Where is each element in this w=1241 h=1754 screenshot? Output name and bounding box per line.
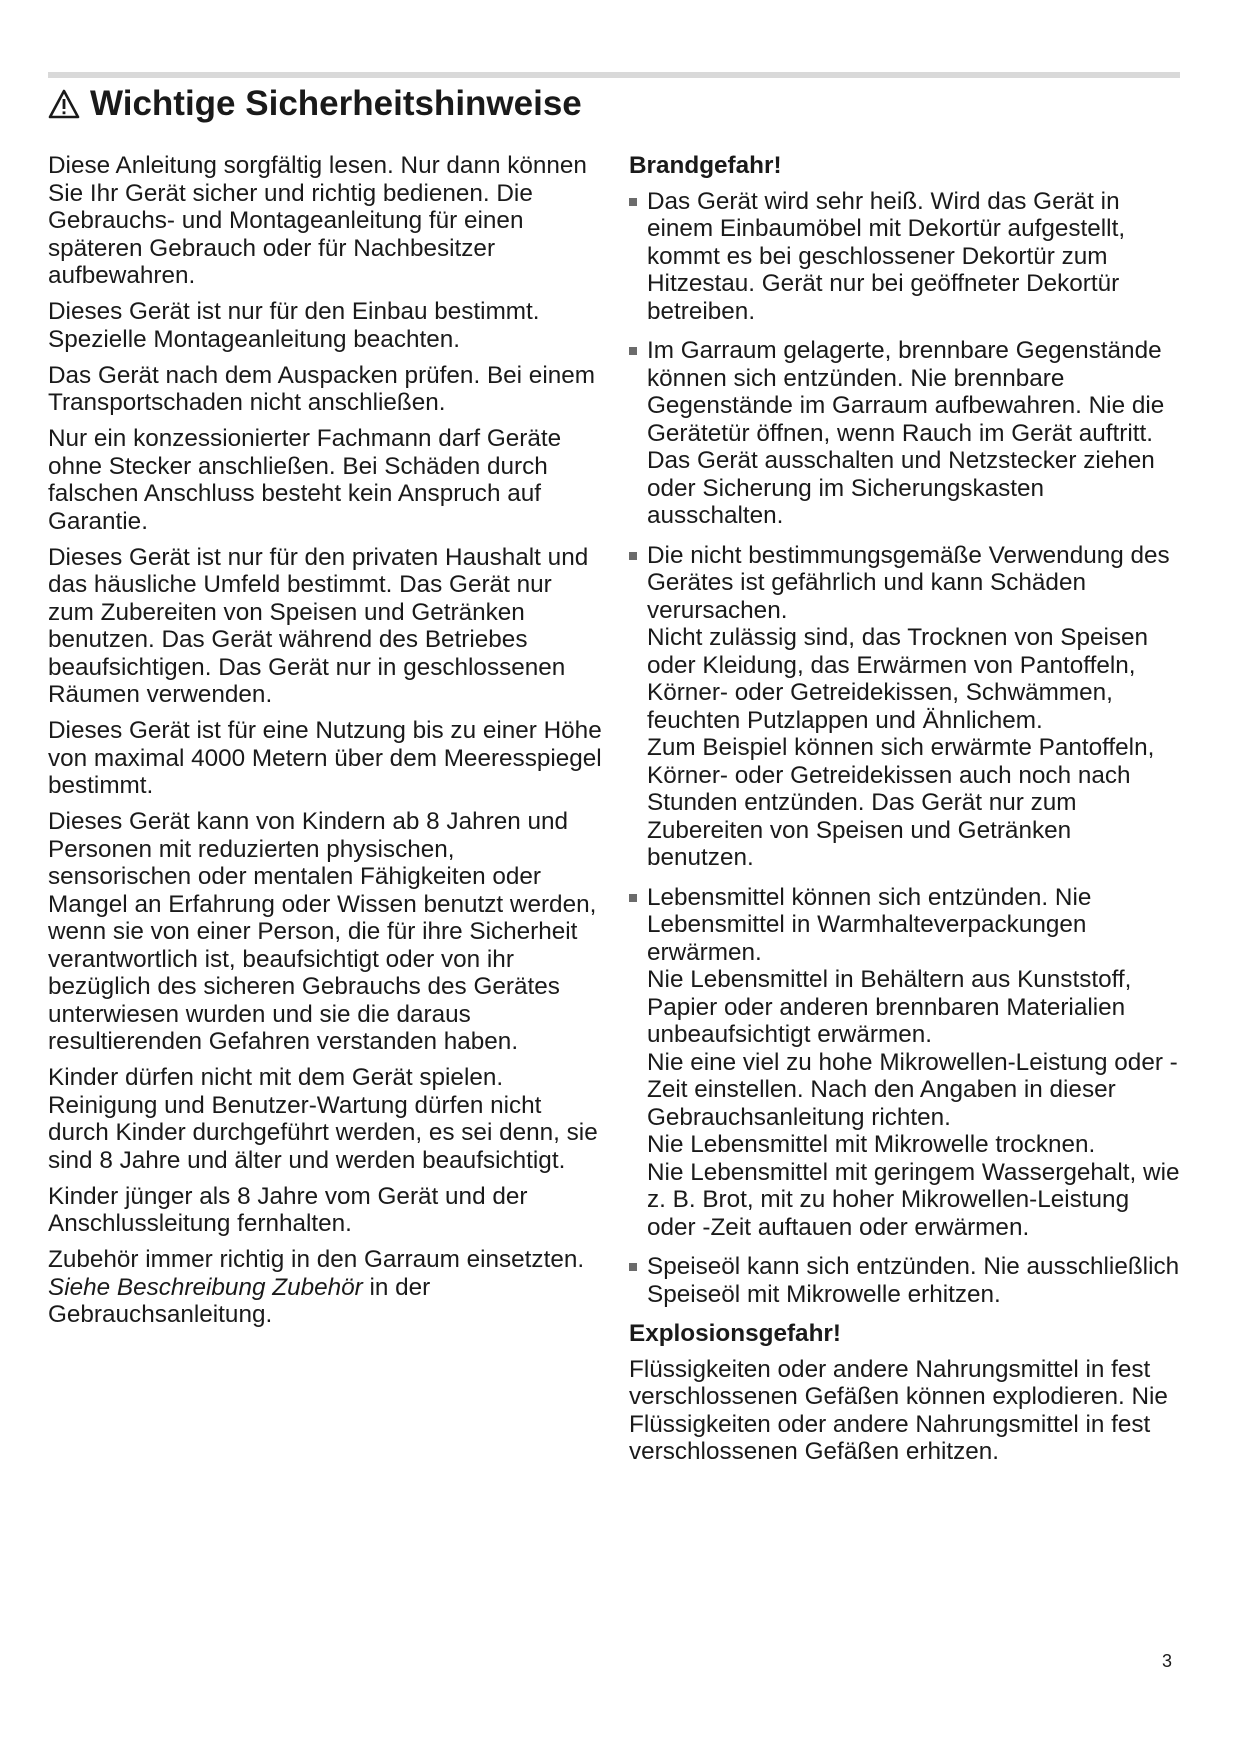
list-item: [629, 884, 1181, 1242]
accessories-text: Zubehör immer richtig in den Garraum einsetzten.: [48, 1246, 585, 1273]
warning-triangle-icon: [48, 89, 80, 119]
list-item-text: Nicht zulässig sind, das Trocknen von Speisen oder Kleidung, das Erwärmen von Pantoffeln, Körner- oder Getreidekissen, Schwämmen, feuchten Putzlappen und Ähnlichem.: [647, 624, 1149, 734]
list-item-text: Nie Lebensmittel mit geringem Wassergehalt, wie z. B. Brot, mit zu hoher Mikrowellen-Leistung oder -Zeit auftauen oder erwärmen.: [647, 1158, 1180, 1241]
list-item-text: Nie eine viel zu hohe Mikrowellen-Leistung oder -Zeit einstellen. Nach den Angaben in dieser Gebrauchsanleitung richten.: [647, 1048, 1178, 1131]
square-bullet-icon: [629, 198, 637, 206]
paragraph: Das Gerät nach dem Auspacken prüfen. Bei einem Transportschaden nicht anschließen.: [48, 361, 595, 416]
accessories-text-end: in der Gebrauchsanleitung.: [48, 1273, 431, 1328]
list-item-text: Speiseöl kann sich entzünden. Nie ausschließlich Speiseöl mit Mikrowelle erhitzen.: [647, 1253, 1180, 1308]
list-item: [629, 542, 1181, 872]
square-bullet-icon: [629, 894, 637, 902]
paragraph: Diese Anleitung sorgfältig lesen. Nur dann können Sie Ihr Gerät sicher und richtig bedienen. Die Gebrauchs- und Montageanleitung für einen späteren Gebrauch oder für Nachbesitzer aufbewahren.: [48, 152, 587, 289]
explosion-hazard-text: Flüssigkeiten oder andere Nahrungsmittel in fest verschlossenen Gefäßen können explodieren. Nie Flüssigkeiten oder andere Nahrungsmittel in fest verschlossenen Gefäßen erhitzen.: [629, 1355, 1168, 1465]
fire-hazard-heading: Brandgefahr!: [629, 152, 782, 179]
fire-hazard-list: [629, 188, 1181, 1309]
page-title-text: Wichtige Sicherheitshinweise: [90, 84, 582, 123]
page-title: [48, 82, 582, 126]
page-number: 3: [1162, 1651, 1173, 1671]
accessories-reference: Siehe Beschreibung Zubehör: [48, 1273, 363, 1301]
list-item-text: Zum Beispiel können sich erwärmte Pantoffeln, Körner- oder Getreidekissen auch noch nach Stunden entzünden. Das Gerät nur zum Zubereiten von Speisen und Getränken benutzen.: [647, 734, 1155, 871]
paragraph: Dieses Gerät kann von Kindern ab 8 Jahren und Personen mit reduzierten physischen, sensorischen oder mentalen Fähigkeiten oder Mangel an Erfahrung oder Wissen benutzt werden, wenn sie von einer Person, die für ihre Sicherheit verantwortlich ist, beaufsichtigt oder von ihr bezüglich des sicheren Gebrauchs des Gerätes unterwiesen wurden und sie die daraus resultierenden Gefahren verstanden haben.: [48, 808, 597, 1055]
explosion-hazard-heading: Explosionsgefahr!: [629, 1320, 841, 1347]
list-item-text: Die nicht bestimmungsgemäße Verwendung des Gerätes ist gefährlich und kann Schäden verursachen.: [647, 541, 1170, 624]
left-column: [48, 152, 603, 1337]
paragraph: Kinder dürfen nicht mit dem Gerät spielen. Reinigung und Benutzer-Wartung dürfen nicht durch Kinder durchgeführt werden, es sei denn, sie sind 8 Jahre und älter und werden beaufsichtigt.: [48, 1064, 598, 1174]
list-item: [629, 1253, 1181, 1308]
list-item-text: Nie Lebensmittel mit Mikrowelle trocknen.: [647, 1131, 1096, 1158]
list-item: [629, 188, 1181, 326]
list-item-text: Im Garraum gelagerte, brennbare Gegenstände können sich entzünden. Nie brennbare Gegenstände im Garraum aufbewahren. Nie die Gerätetür öffnen, wenn Rauch im Gerät auftritt. Das Gerät ausschalten und Netzstecker ziehen oder Sicherung im Sicherungskasten ausschalten.: [647, 337, 1165, 529]
list-item-text: Nie Lebensmittel in Behältern aus Kunststoff, Papier oder anderen brennbaren Materialien unbeaufsichtigt erwärmen.: [647, 966, 1132, 1048]
square-bullet-icon: [629, 347, 637, 355]
right-column: [629, 152, 1181, 1474]
square-bullet-icon: [629, 552, 637, 560]
list-item-text: Lebensmittel können sich entzünden. Nie Lebensmittel in Warmhalteverpackungen erwärmen.: [647, 883, 1092, 966]
paragraph: Kinder jünger als 8 Jahre vom Gerät und der Anschlussleitung fernhalten.: [48, 1182, 528, 1237]
paragraph-accessories: [48, 1246, 603, 1329]
top-rule: [48, 72, 1180, 78]
paragraph: Nur ein konzessionierter Fachmann darf Geräte ohne Stecker anschließen. Bei Schäden durch falschen Anschluss besteht kein Anspruch auf Garantie.: [48, 425, 562, 535]
paragraph: Dieses Gerät ist für eine Nutzung bis zu einer Höhe von maximal 4000 Metern über dem Meeresspiegel bestimmt.: [48, 717, 602, 799]
paragraph: Dieses Gerät ist nur für den Einbau bestimmt. Spezielle Montageanleitung beachten.: [48, 298, 540, 353]
square-bullet-icon: [629, 1263, 637, 1271]
list-item: [629, 337, 1181, 530]
list-item-text: Das Gerät wird sehr heiß. Wird das Gerät in einem Einbaumöbel mit Dekortür aufgestellt, kommt es bei geschlossener Dekortür zum Hitzestau. Gerät nur bei geöffneter Dekortür betreiben.: [647, 187, 1126, 325]
paragraph: Dieses Gerät ist nur für den privaten Haushalt und das häusliche Umfeld bestimmt. Das Gerät nur zum Zubereiten von Speisen und Getränken benutzen. Das Gerät während des Betriebes beaufsichtigen. Das Gerät nur in geschlossenen Räumen verwenden.: [48, 543, 589, 708]
